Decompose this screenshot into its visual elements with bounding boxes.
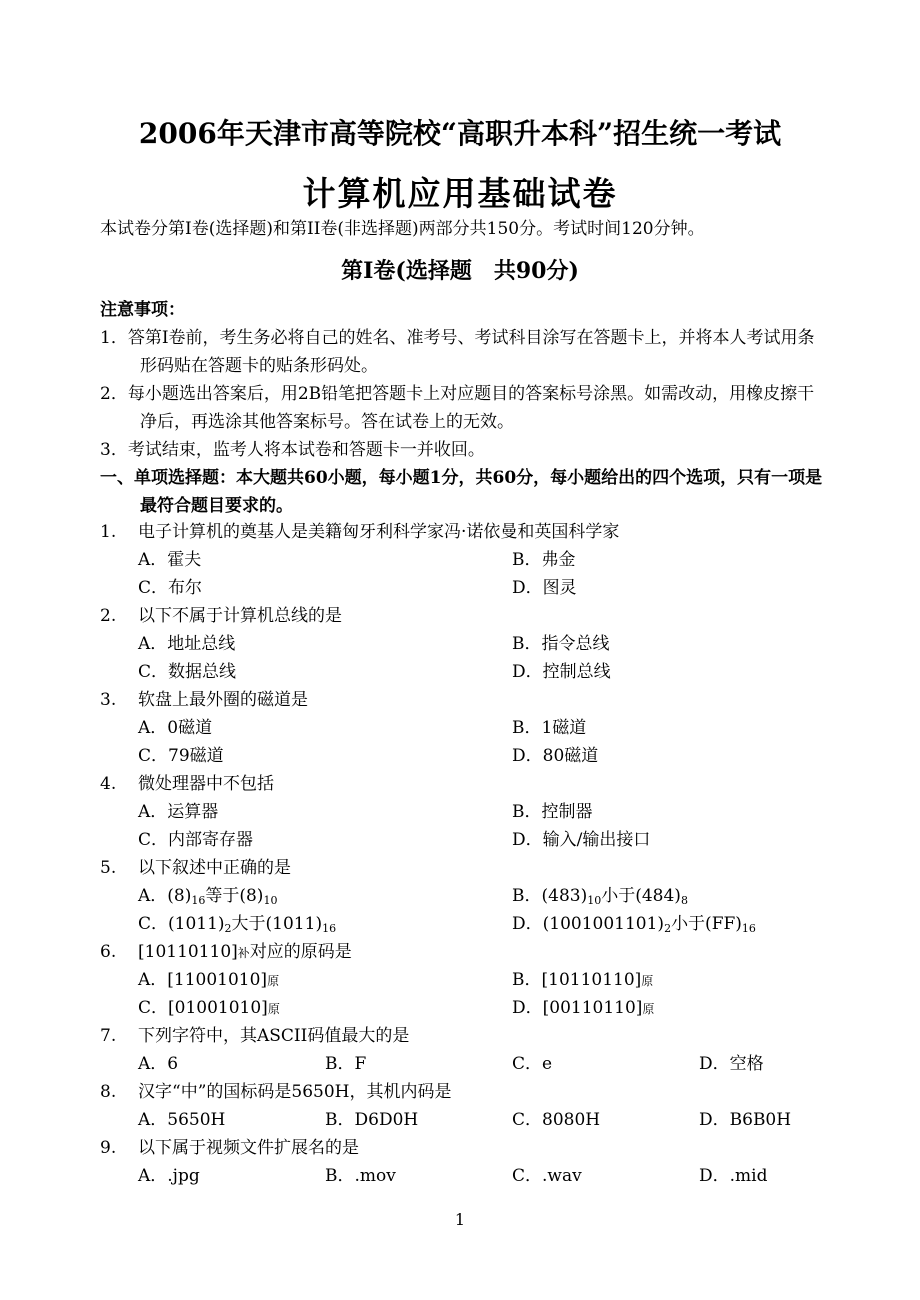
question-stem: 汉字“中”的国标码是5650H，其机内码是: [138, 1082, 452, 1102]
question-number: 5.: [100, 858, 117, 878]
question-stem: 微处理器中不包括: [138, 774, 274, 794]
option-a: A．0磁道: [138, 718, 213, 738]
question-stem: 软盘上最外圈的磁道是: [138, 690, 308, 710]
option-d: D．空格: [699, 1054, 764, 1074]
option-a: A．[11001010]原: [138, 970, 280, 990]
question-number: 1.: [100, 522, 117, 542]
option-a: A．运算器: [138, 802, 219, 822]
option-c: C．.wav: [512, 1166, 582, 1186]
option-b: B．F: [325, 1054, 367, 1074]
note-item: 1．答第Ⅰ卷前，考生务必将自己的姓名、准考号、考试科目涂写在答题卡上，并将本人考试用条形码贴在答题卡的贴条形码处。: [100, 328, 815, 376]
paper-subtitle: 计算机应用基础试卷: [302, 174, 618, 213]
option-d: D．B6B0H: [699, 1110, 792, 1130]
exam-title: 2006年天津市高等院校“高职升本科”招生统一考试: [138, 117, 782, 150]
option-d: D．.mid: [699, 1166, 768, 1186]
section-title: 第Ⅰ卷(选择题 共90分): [341, 258, 579, 284]
question-3: [100, 686, 820, 770]
option-d: D．输入/输出接口: [512, 830, 651, 850]
question-number: 3.: [100, 690, 117, 710]
question-stem: 以下属于视频文件扩展名的是: [138, 1138, 359, 1158]
option-a: A．地址总线: [138, 634, 236, 654]
option-d: D．80磁道: [512, 746, 599, 766]
question-6: [100, 938, 820, 1022]
question-number: 6.: [100, 942, 117, 962]
option-b: B．.mov: [325, 1166, 396, 1186]
question-4: [100, 770, 820, 854]
question-stem: [10110110]补对应的原码是: [138, 942, 352, 962]
option-a: A．霍夫: [138, 550, 202, 570]
option-d: D．控制总线: [512, 662, 611, 682]
option-b: B．$(483)_{10}$小于$(484)_8$: [512, 886, 688, 907]
option-c: C．e: [512, 1054, 553, 1074]
option-c: C．布尔: [138, 578, 203, 598]
option-a: A．$(8)_{16}$等于$(8)_{10}$: [138, 886, 278, 907]
option-c: C．8080H: [512, 1110, 601, 1130]
option-a: A．6: [138, 1054, 179, 1074]
question-number: 9.: [100, 1138, 117, 1158]
option-b: B．弗金: [512, 550, 576, 570]
question-5: [100, 854, 820, 938]
question-number: 2.: [100, 606, 117, 626]
question-8: [100, 1078, 820, 1134]
option-b: B．控制器: [512, 802, 593, 822]
note-item: 2．每小题选出答案后，用2B铅笔把答题卡上对应题目的答案标号涂黑。如需改动，用橡皮擦干净后，再选涂其他答案标号。答在试卷上的无效。: [100, 384, 815, 432]
option-a: A．.jpg: [138, 1166, 200, 1186]
question-stem: 以下不属于计算机总线的是: [138, 606, 342, 626]
question-stem: 电子计算机的奠基人是美籍匈牙利科学家冯·诺依曼和英国科学家: [138, 522, 620, 542]
option-c: C．$(1011)_2$大于$(1011)_{16}$: [138, 914, 337, 935]
question-stem: 下列字符中，其ASCII码值最大的是: [138, 1026, 410, 1046]
option-a: A．5650H: [138, 1110, 226, 1130]
questions-list: [100, 518, 820, 1190]
option-c: C．79磁道: [138, 746, 224, 766]
option-b: B．D6D0H: [325, 1110, 419, 1130]
question-number: 7.: [100, 1026, 117, 1046]
option-d: D．图灵: [512, 578, 577, 598]
question-stem: 以下叙述中正确的是: [138, 858, 291, 878]
intro-text: 本试卷分第Ⅰ卷(选择题)和第II卷(非选择题)两部分共150分。考试时间120分钟。: [100, 219, 705, 239]
notes-block: [100, 296, 830, 520]
question-number: 8.: [100, 1082, 117, 1102]
option-b: B．[10110110]原: [512, 970, 654, 990]
option-d: D．[00110110]原: [512, 998, 655, 1018]
question-number: 4.: [100, 774, 117, 794]
note-item: 3．考试结束，监考人将本试卷和答题卡一并收回。: [100, 440, 485, 460]
question-7: [100, 1022, 820, 1078]
option-d: D．$(1001001101)_2$小于$(FF)_{16}$: [512, 914, 756, 935]
option-c: C．[01001010]原: [138, 998, 280, 1018]
option-c: C．数据总线: [138, 662, 237, 682]
question-9: [100, 1134, 820, 1190]
page-number: 1: [454, 1210, 466, 1229]
part-heading: 一、单项选择题：本大题共60小题，每小题1分，共60分，每小题给出的四个选项，只有一项是最符合题目要求的。: [100, 468, 823, 516]
question-2: [100, 602, 820, 686]
question-1: [100, 518, 820, 602]
option-c: C．内部寄存器: [138, 830, 254, 850]
option-b: B．1磁道: [512, 718, 587, 738]
option-b: B．指令总线: [512, 634, 610, 654]
notes-heading: 注意事项：: [100, 300, 185, 320]
